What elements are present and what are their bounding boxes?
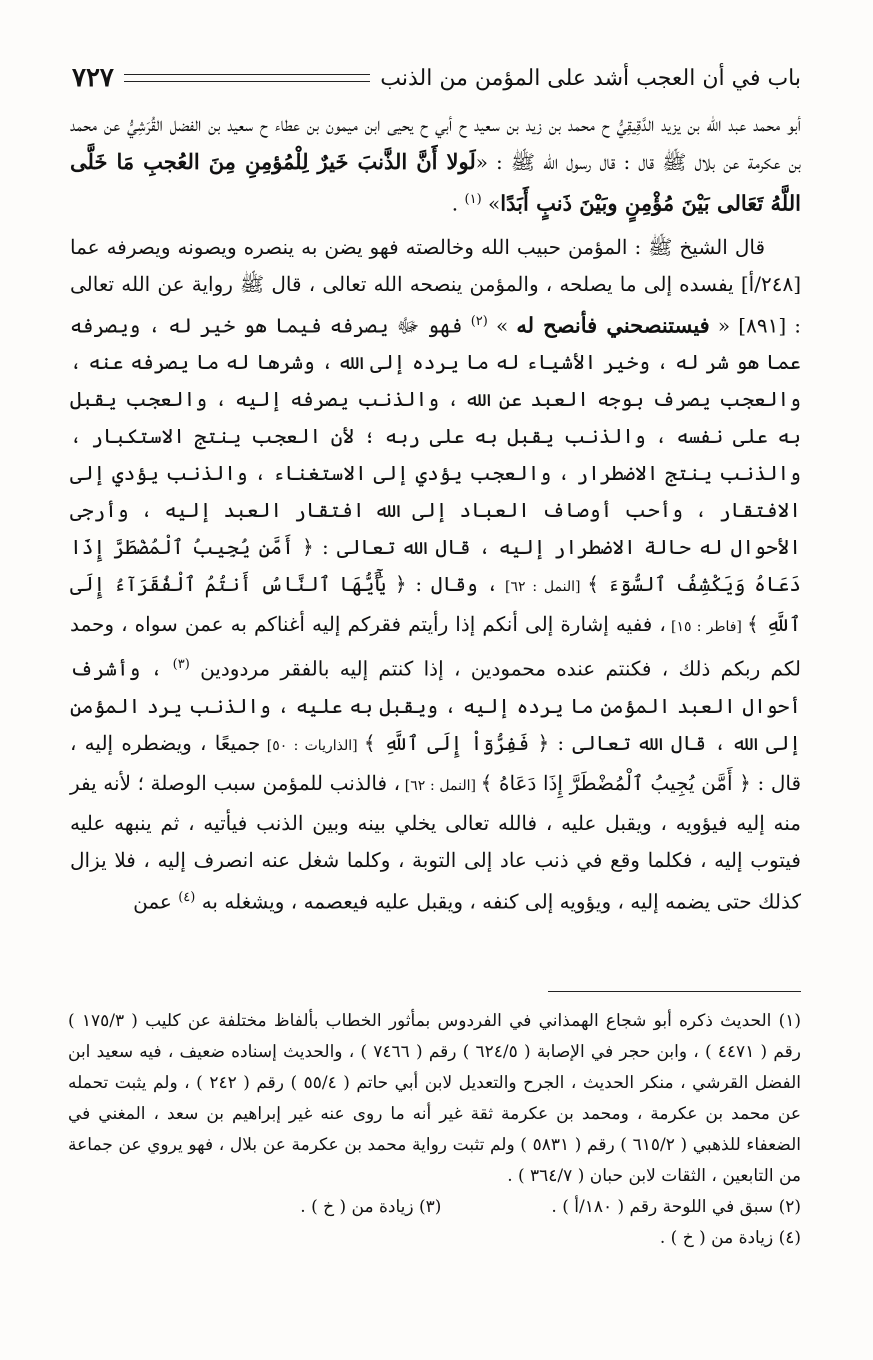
quran-verse: ﴿ يَٰٓأَيُّهَا ٱلنَّاسُ أَنتُمُ ٱلْفُقَرَآءُ إِلَى ٱللَّهِ ﴾ xyxy=(70,572,801,637)
footnotes xyxy=(68,1006,801,1254)
footnote-4: (٤) زيادة من ( خ ) . xyxy=(659,1228,801,1248)
commentary-text: قال الشيخ ﷺ : المؤمن حبيب الله وخالصته فهو يضن به ينصره ويصونه ويصرفه عما [٢٤٨/أ] يفسده إلى ما يصلحه ، والمؤمن ينصحه الله تعالى ، قال ﷺ رواية عن الله تعالى : [٨٩١] « xyxy=(70,234,802,338)
verse-citation: [النمل : ٦٢] xyxy=(498,579,588,596)
hadith-text: لَولا أَنَّ الذَّنبَ خَيرٌ لِلْمُؤمِنِ مِنَ العُجبِ مَا خَلَّى اللَّهُ تَعَالى بَيْنَ مُؤْمِنٍ وبَيْنَ ذَنبٍ أَبَدًا xyxy=(70,149,801,216)
commentary-text: عمن xyxy=(133,889,179,914)
footnote-divider xyxy=(548,991,801,992)
quote-close: » xyxy=(481,191,501,216)
commentary-paragraph xyxy=(70,229,801,921)
page-header xyxy=(72,58,801,98)
commentary-text: ، وأشرف أحوال العبد المؤمن ما يرده إليه ، ويقبل به عليه ، والذنب يرد المؤمن إلى الله ، قال الله تعالى : xyxy=(70,656,801,755)
quran-verse: ﴿ أَمَّن يُجِيبُ ٱلْمُضْطَرَّ إِذَا دَعَاهُ ﴾ xyxy=(480,770,751,795)
footnote-ref-1[interactable]: (١) xyxy=(464,192,482,207)
commentary-text: جميعًا ، ويضطره إليه ، قال : xyxy=(70,730,802,795)
header-rule xyxy=(124,74,370,82)
footnote-ref-2[interactable]: (٢) xyxy=(470,313,488,329)
footnote-2: (٢) سبق في اللوحة رقم ( ١٨٠/أ ) . xyxy=(551,1197,801,1217)
commentary-text: ، وقال : xyxy=(406,572,499,597)
running-title: باب في أن العجب أشد على المؤمن من الذنب xyxy=(380,65,801,91)
hadith-qudsi-quote: فيستنصحني فأنصح له xyxy=(516,312,710,338)
footnote-ref-4[interactable]: (٤) xyxy=(178,889,196,905)
quran-verse: ﴿ فَفِرُّوٓاْ إِلَى ٱللَّهِ ﴾ xyxy=(363,730,550,755)
verse-citation: [فاطر : ١٥] xyxy=(665,619,748,636)
page-number: ٧٢٧ xyxy=(72,63,114,93)
quran-verse: ﴿ أَمَّن يُجِيبُ ٱلْمُضْطَرَّ إِذَا دَعَاهُ وَيَكْشِفُ ٱلسُّوٓءَ ﴾ xyxy=(70,535,802,597)
verse-citation: [الذاريات : ٥٠] xyxy=(260,737,364,754)
footnote-ref-3[interactable]: (٣) xyxy=(172,657,190,673)
commentary-text: ، ففيه إشارة إلى أنكم إذا رأيتم فقركم إليه أغناكم به عمن سواه ، وحمد لكم ربكم ذلك ، فكنتم عنده محمودين ، إذا كنتم إليه بالفقر مردودين xyxy=(70,612,802,681)
quote-close: » xyxy=(487,313,517,338)
isnad-text: أبو محمد عبد الله بن يزيد الدَّقِيقِيُّ ح محمد بن زيد بن سعيد ح أبي ح يحيى ابن ميمون بن عطاء ح سعيد بن الفضل القُرَشِيُّ عن محمد بن عكرمة عن بلال ﷺ قال : قال رسول الله ﷺ : « xyxy=(70,112,801,174)
sentence-end: . xyxy=(451,191,465,216)
commentary-text: فهو ﷻ يصرفه فيما هو خير له ، ويصرفه عما هو شر له ، وخير الأشياء له ما يرده إلى الله ، وشرها له ما يصرفه عنه ، والعجب يصرف بوجه العبد عن الله ، والذنب يصرفه إليه ، والعجب يقبل به على نفسه ، والذنب يقبل به على ربه ؛ لأن العجب ينتج الاستكبار ، والذنب ينتج الاضطرار ، والعجب يؤدي إلى الاستغناء ، والذنب يؤدي إلى الافتقار ، وأحب أوصاف العباد إلى الله افتقار العبد إليه ، وأرجى الأحوال له حالة الاضطرار إليه ، قال الله تعالى : xyxy=(70,313,801,560)
verse-citation: [النمل : ٦٢] xyxy=(400,777,481,794)
footnote-1: (١) الحديث ذكره أبو شجاع الهمذاني في الفردوس بمأثور الخطاب بألفاظ مختلفة عن كليب ( ١٧٥/٣ ) رقم ( ٤٤٧١ ) ، وابن حجر في الإصابة ( ٦٢٤/٥ ) رقم ( ٧٤٦٦ ) ، والحديث إسناده ضعيف ، فيه سعيد ابن الفضل القرشي ، منكر الحديث ، الجرح والتعديل لابن أبي حاتم ( ٥٥/٤ ) رقم ( ٢٤٢ ) ، ولم يثبت تحمله عن محمد بن عكرمة ، ومحمد بن عكرمة ثقة غير أنه ما روى عنه غير إبراهيم بن سعد ، المغني في الضعفاء للذهبي ( ٦١٥/٢ ) رقم ( ٥٨٣١ ) ولم تثبت رواية محمد بن عكرمة عن بلال ، فهو يروي عن جماعة من التابعين ، الثقات لابن حبان ( ٣٦٤/٧ ) . xyxy=(68,1011,802,1186)
footnote-3: (٣) زيادة من ( خ ) . xyxy=(300,1197,442,1217)
footnote-row xyxy=(68,1192,801,1223)
commentary-text: ، فالذنب للمؤمن سبب الوصلة ؛ لأنه يفر منه إليه فيؤويه ، ويقبل عليه ، فالله تعالى يخلي بينه وبين الذنب فيأتيه ، ثم ينبهه عليه فيتوب إليه ، فكلما وقع في ذنب عاد إلى التوبة ، وكلما شغل عنه انصرف إليه ، فلا يزال كذلك حتى يضمه إليه ، ويؤويه إلى كنفه ، ويقبل عليه فيعصمه ، ويشغله به xyxy=(70,770,801,914)
hadith-paragraph xyxy=(70,106,801,223)
main-text xyxy=(70,106,801,921)
